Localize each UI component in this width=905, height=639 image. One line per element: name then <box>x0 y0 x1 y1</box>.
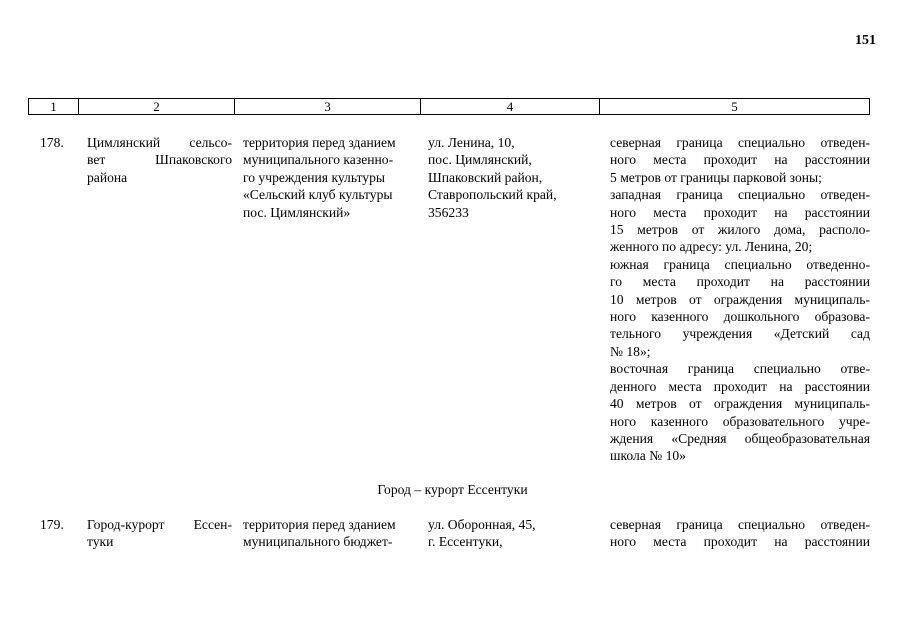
boundary-line: го места проходит на расстоянии <box>610 274 870 290</box>
location-description-cell <box>243 134 419 221</box>
location-line: муниципального бюджет- <box>243 534 393 550</box>
page-number: 151 <box>855 33 876 48</box>
boundary-line: западная граница специально отведен- <box>610 187 870 203</box>
column-header-table <box>28 98 870 115</box>
boundary-line: 5 метров от границы парковой зоны; <box>610 169 822 185</box>
municipality-line: Город-курорт Ессен- <box>87 517 232 532</box>
boundary-line: ного казенного дошкольного образова- <box>610 309 870 325</box>
boundaries-cell <box>610 134 870 465</box>
boundary-line: № 18»; <box>610 343 651 359</box>
boundary-line: 10 метров от ограждения муниципаль- <box>610 291 870 307</box>
address-line: ул. Ленина, 10, <box>428 135 515 150</box>
boundary-line: ного места проходит на расстоянии <box>610 152 870 168</box>
municipality-line: Цимлянский сельсо- <box>87 135 232 150</box>
boundary-line: 15 метров от жилого дома, располо- <box>610 222 870 238</box>
location-line: муниципального казенно- <box>243 152 394 168</box>
column-header-2: 2 <box>79 99 235 115</box>
boundary-line: ного казенного образовательного учре- <box>610 413 870 429</box>
row-number: 178. <box>40 135 64 150</box>
column-header-4: 4 <box>421 99 600 115</box>
location-line: территория перед зданием <box>243 517 396 532</box>
boundary-line: северная граница специально отведен- <box>610 517 870 532</box>
location-description-cell <box>243 516 419 551</box>
row-number: 179. <box>40 517 64 532</box>
boundary-line: ного места проходит на расстоянии <box>610 534 870 550</box>
address-cell <box>428 134 600 221</box>
address-line: ул. Оборонная, 45, <box>428 517 536 532</box>
boundary-line: 40 метров от ограждения муниципаль- <box>610 396 870 412</box>
boundary-line: школа № 10» <box>610 448 686 464</box>
municipality-cell <box>87 516 232 551</box>
location-line: го учреждения культуры <box>243 169 386 185</box>
column-header-5: 5 <box>600 99 870 115</box>
boundary-line: тельного учреждения «Детский сад <box>610 326 870 342</box>
municipality-line: туки <box>87 534 114 550</box>
address-line: пос. Цимлянский, <box>428 152 532 168</box>
column-header-row <box>29 99 870 115</box>
address-line: г. Ессентуки, <box>428 534 503 550</box>
boundary-line: денного места проходит на расстоянии <box>610 378 870 394</box>
municipality-cell <box>87 134 232 186</box>
address-line: Шпаковский район, <box>428 169 543 185</box>
municipality-line: вет Шпаковского <box>87 152 232 168</box>
boundary-line: ждения «Средняя общеобразовательная <box>610 430 870 446</box>
boundary-line: северная граница специально отведен- <box>610 135 870 150</box>
municipality-line: района <box>87 169 128 185</box>
boundaries-cell <box>610 516 870 551</box>
boundary-line: восточная граница специально отве- <box>610 361 870 377</box>
boundary-line: южная граница специально отведенно- <box>610 256 870 272</box>
column-header-1: 1 <box>29 99 79 115</box>
location-line: территория перед зданием <box>243 135 396 150</box>
column-header-3: 3 <box>235 99 421 115</box>
location-line: «Сельский клуб культуры <box>243 187 393 203</box>
address-line: 356233 <box>428 204 469 220</box>
address-cell <box>428 516 600 551</box>
location-line: пос. Цимлянский» <box>243 204 351 220</box>
section-title: Город – курорт Ессентуки <box>377 482 528 497</box>
address-line: Ставропольский край, <box>428 187 557 203</box>
boundary-line: женного по адресу: ул. Ленина, 20; <box>610 239 813 255</box>
boundary-line: ного места проходит на расстоянии <box>610 204 870 220</box>
